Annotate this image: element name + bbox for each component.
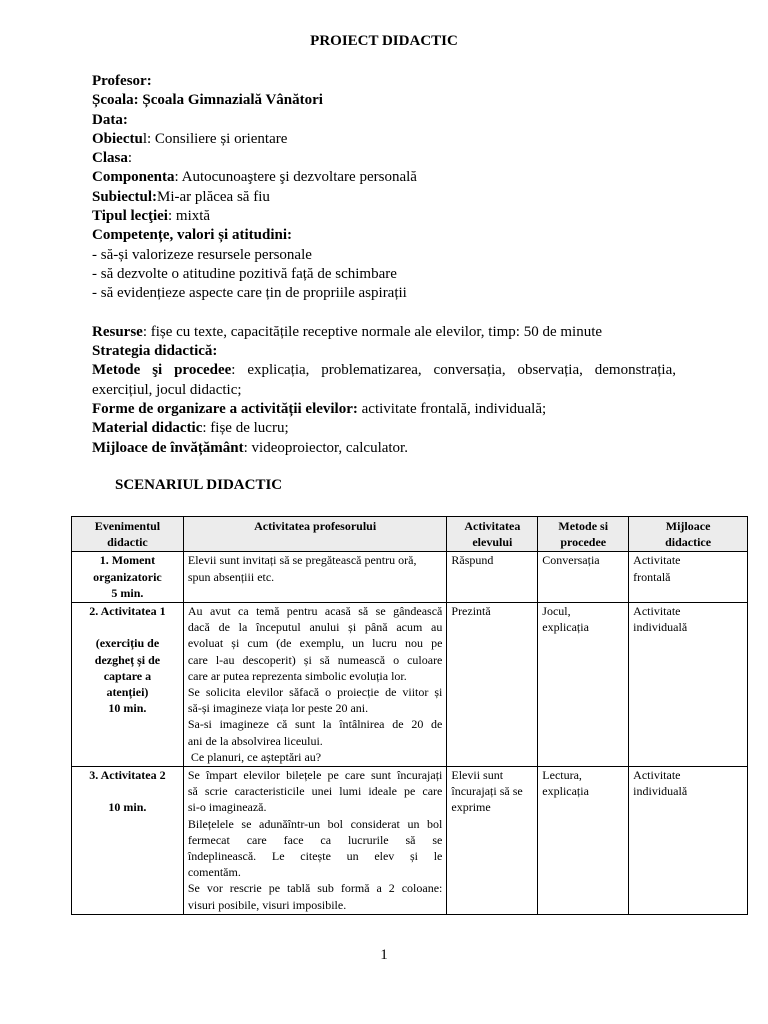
competenta-item: - să dezvolte o atitudine pozitivă față de schimbare xyxy=(92,265,397,282)
header-line: didactice xyxy=(665,535,712,550)
cell-line: individuală xyxy=(633,784,688,799)
resurse-label: Resurse xyxy=(92,323,143,340)
header-line: didactic xyxy=(107,535,148,550)
forme-line xyxy=(92,400,676,419)
table-row xyxy=(72,552,748,603)
forme-value: activitate frontală, individuală; xyxy=(357,401,547,418)
scenario-title: SCENARIUL DIDACTIC xyxy=(115,477,283,493)
mijloace-line xyxy=(92,439,676,458)
cell-line: explicația xyxy=(542,620,589,635)
componenta-label: Componenta xyxy=(92,169,175,186)
header-event xyxy=(72,517,184,552)
clasa-label: Clasa xyxy=(92,150,128,167)
cell-line: Se solicita elevilor săfacă o proiecție de viitor și xyxy=(187,685,443,700)
cell-line: Jocul, xyxy=(542,604,571,619)
event-cell xyxy=(72,767,184,915)
cell-line: comentăm. xyxy=(187,865,241,880)
tipul-label: Tipul lecţiei xyxy=(92,208,168,225)
cell-line: Activitate xyxy=(633,604,681,619)
forme-label: Forme de organizare a activității elevilor: xyxy=(92,401,358,418)
page-number: 1 xyxy=(380,947,388,963)
cell-line: evoluat și cum (de exemplu, un lucru nou pe xyxy=(187,636,443,651)
page-title: PROIECT DIDACTIC xyxy=(310,33,458,49)
metode-line xyxy=(92,361,676,380)
cell-line: Ce planuri, ce așteptări au? xyxy=(187,749,322,764)
cell-line: dacă de la începutul anului și până acum au xyxy=(187,620,443,635)
cell-spacer xyxy=(76,619,179,635)
mijloace-value: : videoproiector, calculator. xyxy=(243,439,408,456)
cell-line: individuală xyxy=(633,620,688,635)
cell-line: Conversația xyxy=(542,553,600,568)
mijloace-label: Mijloace de învățământ xyxy=(92,439,244,456)
cell-line: 10 min. xyxy=(108,800,147,815)
obiect-label: Obiectu xyxy=(92,130,143,147)
cell-line: ani de la absolvirea liceului. xyxy=(187,733,323,748)
header-teacher xyxy=(183,517,447,552)
cell-line: Prezintă xyxy=(451,604,491,619)
methods-cell xyxy=(538,552,629,603)
strategia-label: Strategia didactică: xyxy=(92,343,218,360)
obiect-line xyxy=(92,130,676,149)
data-label: Data: xyxy=(92,111,128,128)
event-cell xyxy=(72,552,184,603)
material-line xyxy=(92,419,676,438)
tipul-line xyxy=(92,207,676,226)
teacher-cell xyxy=(183,603,447,767)
cell-line: Elevii sunt invitați să se pregătească pentru oră, xyxy=(187,553,417,568)
cell-line: visuri posibile, visuri imposibile. xyxy=(187,897,347,912)
componenta-line xyxy=(92,168,676,187)
header-line: Evenimentul xyxy=(94,519,161,533)
cell-line: 2. Activitatea 1 xyxy=(89,604,166,619)
cell-line: Se vor rescrie pe tablă sub formă a 2 coloane: xyxy=(187,881,443,896)
cell-line: Activitate xyxy=(633,553,681,568)
lesson-info xyxy=(92,72,676,458)
subiect-label: Subiectul: xyxy=(92,188,158,205)
resurse-value: : fișe cu texte, capacitățile receptive normale ale elevilor, timp: 50 de minute xyxy=(142,323,603,340)
cell-line: Răspund xyxy=(451,553,494,568)
cell-line: (exercițiu de xyxy=(95,636,160,651)
cell-line: îndeplinească. Le citește un elev și le xyxy=(187,849,443,864)
cell-line: Se împart elevilor bilețele pe care sunt încurajați xyxy=(187,768,443,783)
cell-line: atenției) xyxy=(106,685,149,700)
cell-line: 5 min. xyxy=(111,585,144,600)
table-row xyxy=(72,603,748,767)
event-cell xyxy=(72,603,184,767)
obiect-value: l: Consiliere și orientare xyxy=(142,130,288,147)
table-header-row xyxy=(72,517,748,552)
teacher-cell xyxy=(183,552,447,603)
cell-line: fermecat care face ca lucrurile să se xyxy=(187,832,443,847)
cell-line: să scrie caracteristicile unei lumi ideale pe care xyxy=(187,784,443,799)
methods-cell xyxy=(538,603,629,767)
cell-line: 1. Moment xyxy=(99,553,156,568)
componenta-value: : Autocunoaştere şi dezvoltare personală xyxy=(174,169,417,186)
metode-label: Metode şi procedee xyxy=(92,362,232,379)
cell-line: si-o imaginează. xyxy=(187,800,267,815)
tipul-value: : mixtă xyxy=(167,208,211,225)
scenario-table xyxy=(71,516,748,915)
metode-value-line1: : explicația, problematizarea, conversația, observația, demonstrația, xyxy=(231,362,676,379)
cell-line: Activitate xyxy=(633,768,681,783)
header-line: Mijloace xyxy=(665,519,711,533)
header-means xyxy=(629,517,748,552)
resurse-line xyxy=(92,323,676,342)
material-label: Material didactic xyxy=(92,420,203,437)
subiect-line xyxy=(92,188,676,207)
clasa-value: : xyxy=(127,150,133,167)
cell-line: captare a xyxy=(103,668,152,683)
methods-cell xyxy=(538,767,629,915)
cell-line: frontală xyxy=(633,569,671,584)
cell-line: explicația xyxy=(542,784,589,799)
student-cell xyxy=(447,767,538,915)
material-value: : fișe de lucru; xyxy=(202,420,289,437)
header-student xyxy=(447,517,538,552)
clasa-line xyxy=(92,149,676,168)
cell-line: Lectura, xyxy=(542,768,582,783)
table-row xyxy=(72,767,748,915)
cell-line: care l-au descoperit) și să numească o culoare xyxy=(187,652,443,667)
cell-line: spun absențiii etc. xyxy=(187,569,275,584)
metode-value-line2: exercițiul, jocul didactic; xyxy=(92,381,242,398)
student-cell xyxy=(447,552,538,603)
cell-line: organizatoric xyxy=(93,569,162,584)
competenta-item: - să evidențieze aspecte care țin de propriile aspirații xyxy=(92,285,407,302)
header-line: Activitatea xyxy=(464,519,521,533)
cell-spacer xyxy=(76,783,179,799)
teacher-cell xyxy=(183,767,447,915)
cell-line: Elevii sunt xyxy=(451,768,504,783)
cell-line: dezgheț și de xyxy=(94,652,161,667)
cell-line: exprime xyxy=(451,800,491,815)
cell-line: Au avut ca temă pentru acasă să se gândească xyxy=(187,604,443,619)
cell-line: Bilețelele se adunăîntr-un bol considerat un bol xyxy=(187,816,443,831)
cell-line: 10 min. xyxy=(108,701,147,716)
header-line: Activitatea profesorului xyxy=(254,519,377,533)
header-line: procedee xyxy=(560,535,607,550)
header-methods xyxy=(538,517,629,552)
subiect-value: Mi-ar plăcea să fiu xyxy=(157,188,270,205)
cell-line: încurajați să se xyxy=(451,784,523,799)
profesor-label: Profesor: xyxy=(92,73,152,89)
scoala-label: Școala: Școala Gimnazială Vânători xyxy=(92,92,323,109)
competente-label: Competențe, valori și atitudini: xyxy=(92,227,292,244)
student-cell xyxy=(447,603,538,767)
means-cell xyxy=(629,767,748,915)
competenta-item: - să-și valorizeze resursele personale xyxy=(92,246,312,263)
cell-line: 3. Activitatea 2 xyxy=(89,768,166,783)
cell-line: să-și imagineze viața lor peste 20 ani. xyxy=(187,701,369,716)
header-line: Metode si xyxy=(558,519,609,533)
spacer xyxy=(92,304,676,323)
cell-line: Sa-si imagineze că sunt la întâlnirea de 20 de xyxy=(187,717,443,732)
means-cell xyxy=(629,603,748,767)
means-cell xyxy=(629,552,748,603)
header-line: elevului xyxy=(472,535,513,550)
cell-line: care ar putea reprezenta simbolic evoluția lor. xyxy=(187,668,407,683)
